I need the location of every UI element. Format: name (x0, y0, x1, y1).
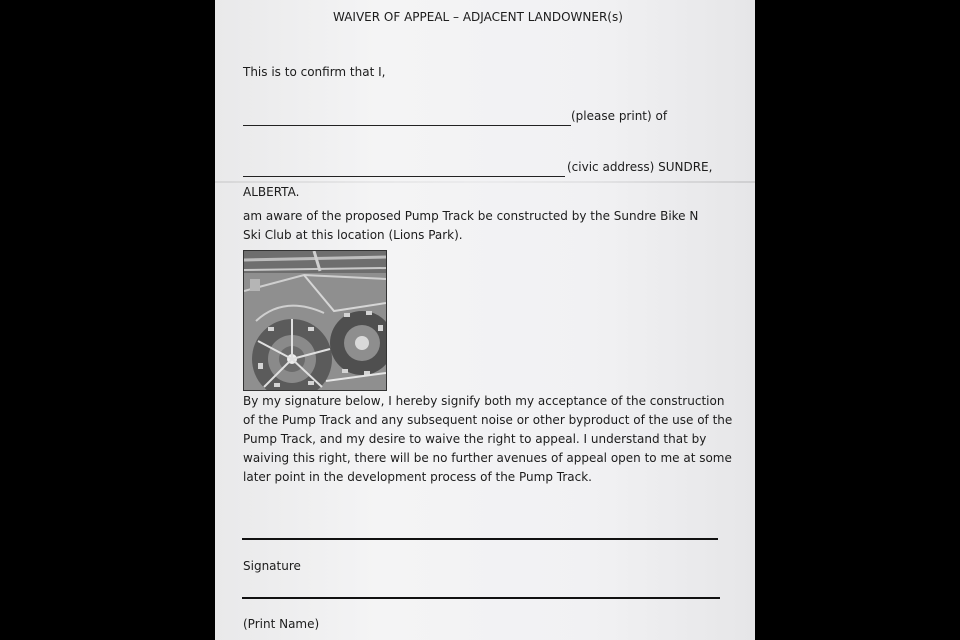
confirm-text: This is to confirm that I, (243, 65, 386, 79)
name-blank-line (243, 125, 571, 126)
paper-fold (215, 181, 755, 183)
signature-label: Signature (243, 559, 301, 573)
name-field-label: (please print) of (571, 109, 668, 123)
address-field-label: (civic address) SUNDRE, (567, 160, 713, 174)
print-name-label: (Print Name) (243, 617, 320, 631)
print-name-line (242, 597, 720, 599)
waiver-document (215, 0, 755, 640)
awareness-paragraph: am aware of the proposed Pump Track be constructed by the Sundre Bike N Ski Club at this location (Lions Park). (243, 209, 699, 242)
consent-paragraph: By my signature below, I hereby signify both my acceptance of the construction of the Pump Track and any subsequent noise or other byproduct of the use of the Pump Track, and my desire to waive the right to appeal. I understand that by waiving this right, there will be no further avenues of appeal open to me at some later point in the development process of the Pump Track. (243, 394, 733, 484)
aerial-site-photo (243, 250, 387, 391)
document-title: WAIVER OF APPEAL – ADJACENT LANDOWNER(s) (333, 10, 623, 24)
province-text: ALBERTA. (243, 185, 300, 199)
signature-line (242, 538, 718, 540)
address-blank-line (243, 176, 565, 177)
